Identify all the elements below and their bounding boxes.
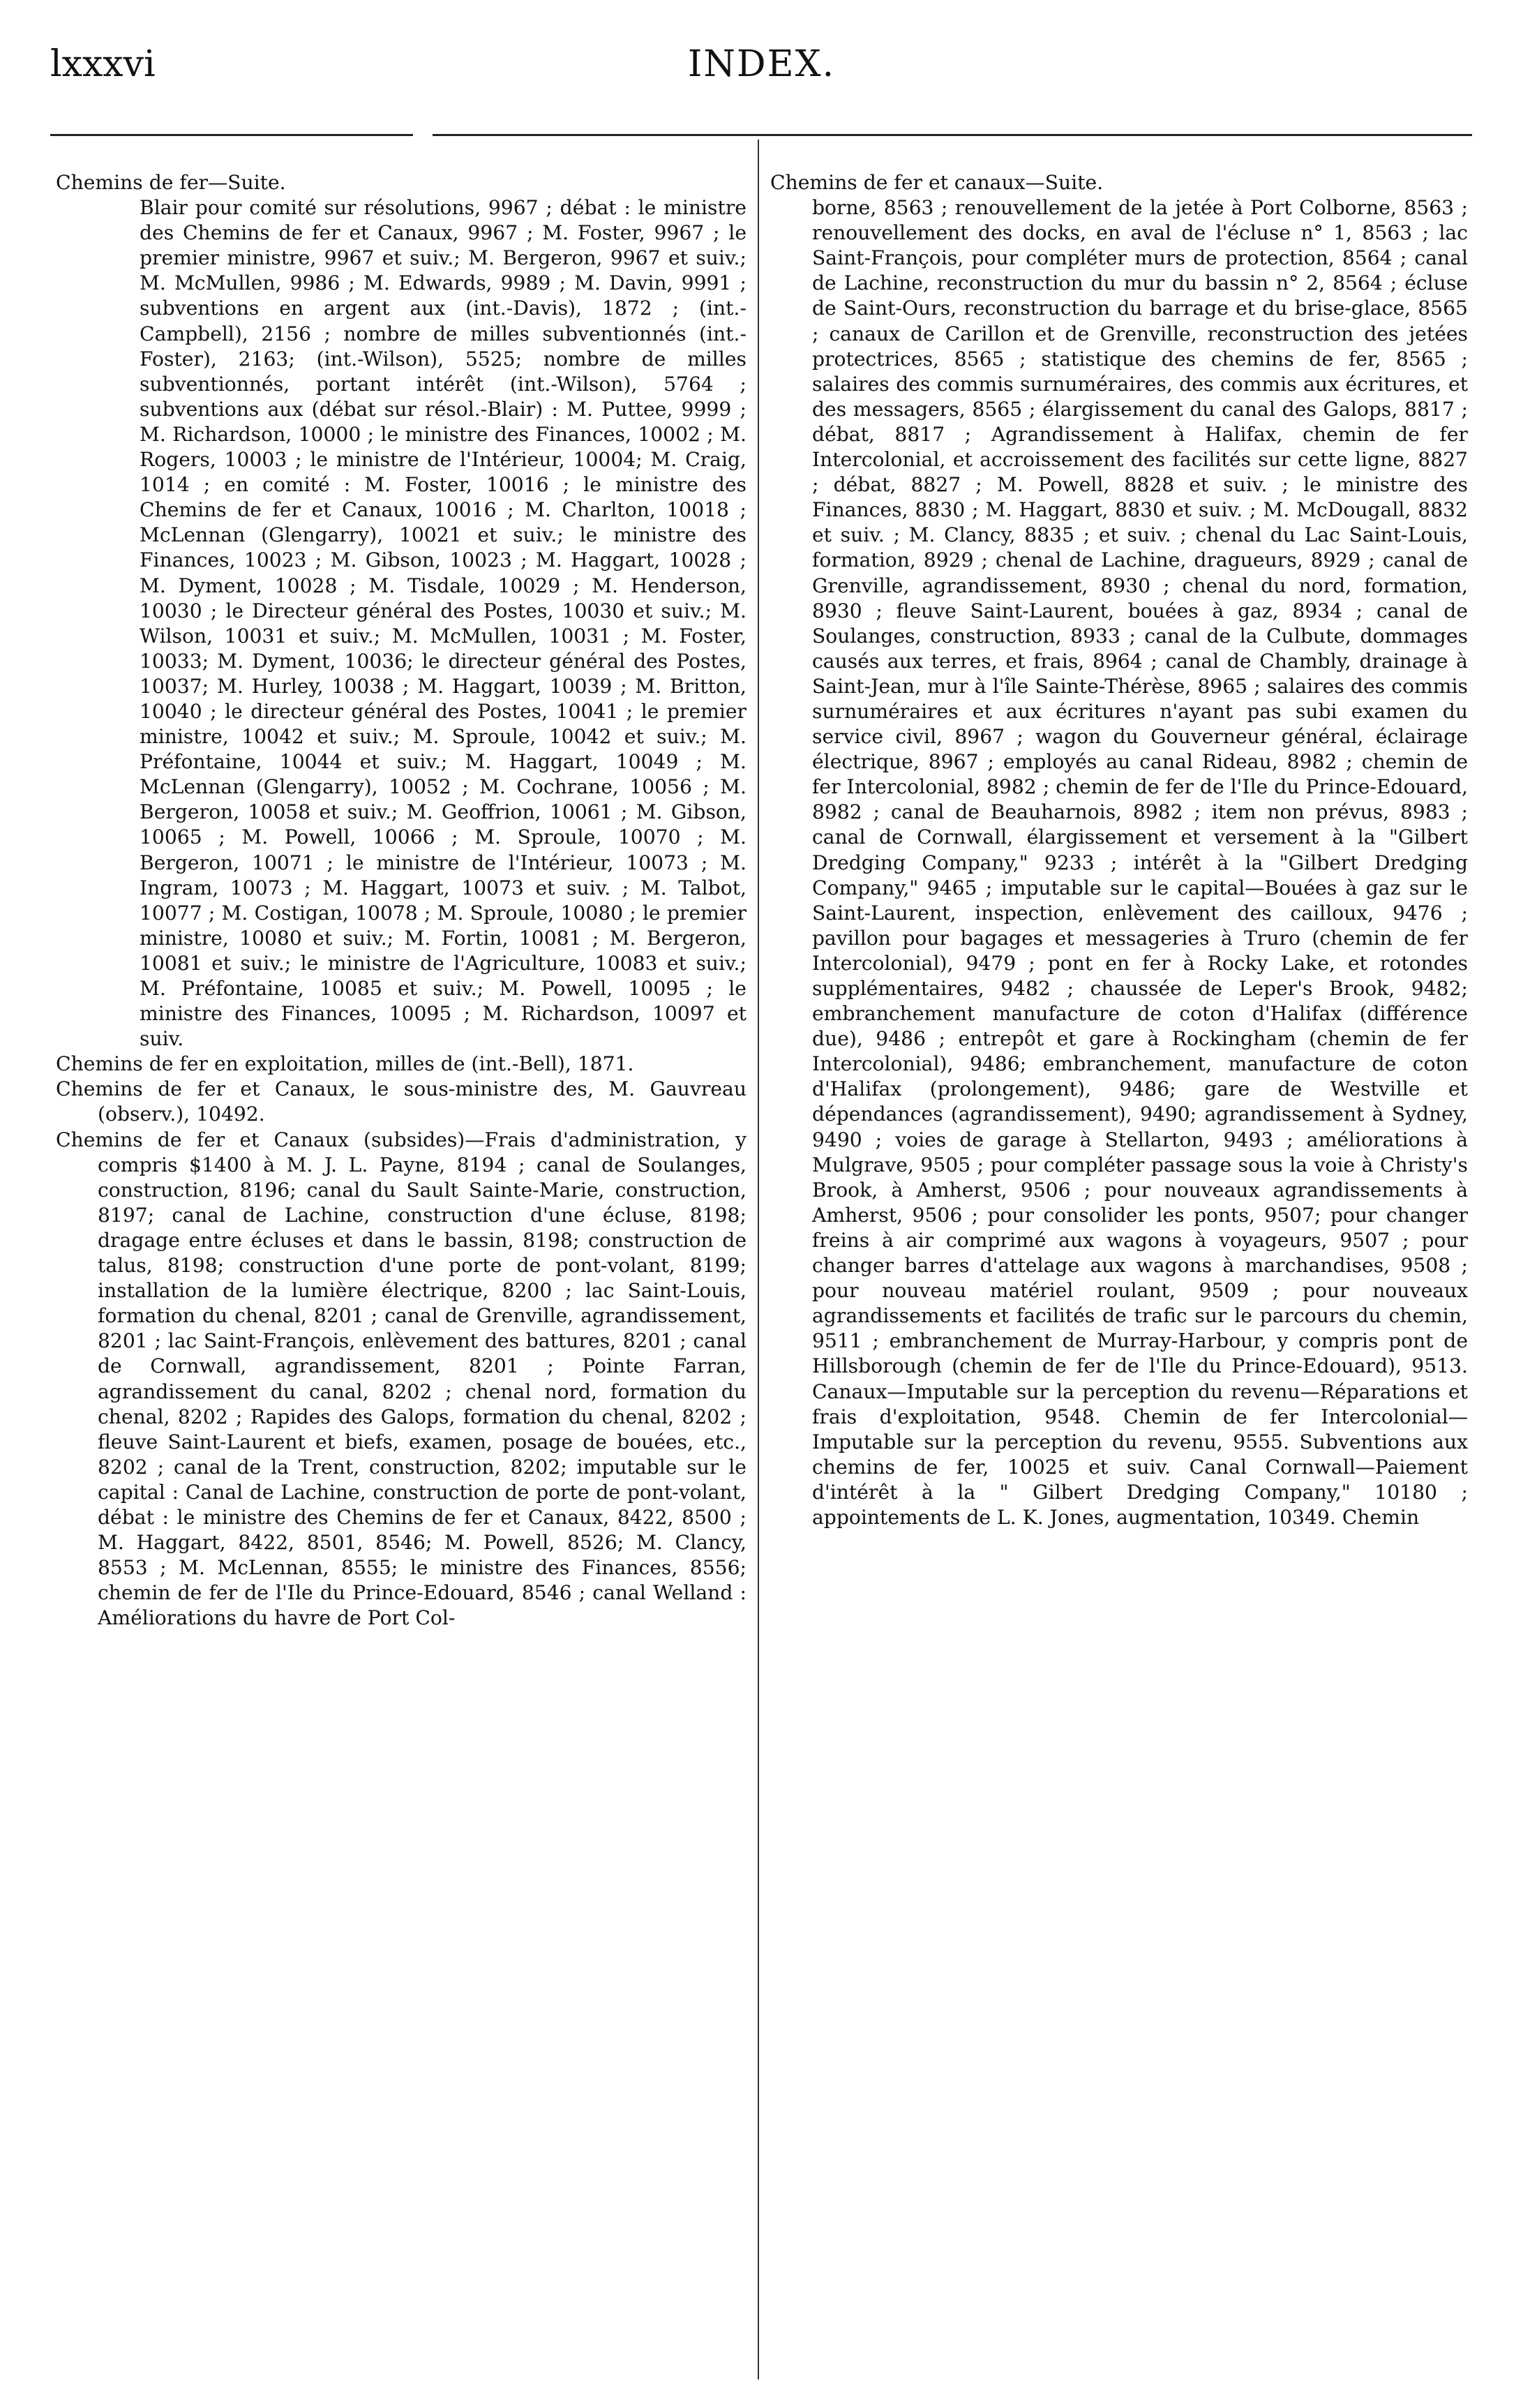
header-rule-right: [433, 134, 1472, 136]
entry-body: borne, 8563 ; renouvellement de la jetée à Port Colborne, 8563 ; renouvellement des docks, en aval de l'écluse n° 1, 8563 ; lac Saint-François, pour compléter murs de protection, 8564 ; canal de Lachine, reconstruction du mur du bassin n° 2, 8564 ; écluse de Saint-Ours, reconstruction du barrage et du brise-glace, 8565 ; canaux de Carillon et de Grenville, reconstruction des jetées protectrices, 8565 ; statistique des chemins de fer, 8565 ; salaires des commis surnuméraires, des commis aux écritures, et des messagers, 8565 ; élargissement du canal des Galops, 8817 ; débat, 8817 ; Agrandissement à Halifax, chemin de fer Intercolonial, et accroissement des facilités sur cette ligne, 8827 ; débat, 8827 ; M. Powell, 8828 et suiv. ; le ministre des Finances, 8830 ; M. Haggart, 8830 et suiv. ; M. McDougall, 8832 et suiv. ; M. Clancy, 8835 ; et suiv. ; chenal du Lac Saint-Louis, formation, 8929 ; chenal de Lachine, dragueurs, 8929 ; canal de Grenville, agrandissement, 8930 ; chenal du nord, formation, 8930 ; fleuve Saint-Laurent, bouées à gaz, 8934 ; canal de Soulanges, construction, 8933 ; canal de la Culbute, dommages causés aux terres, et frais, 8964 ; canal de Chambly, drainage à Saint-Jean, mur à l'île Sainte-Thérèse, 8965 ; salaires des commis surnuméraires et aux écritures n'ayant pas subi examen du service civil, 8967 ; wagon du Gouverneur général, éclairage électrique, 8967 ; employés au canal Rideau, 8982 ; chemin de fer Intercolonial, 8982 ; chemin de fer de l'Ile du Prince-Edouard, 8982 ; canal de Beauharnois, 8982 ; item non prévus, 8983 ; canal de Cornwall, élargissement et versement à la "Gilbert Dredging Company," 9233 ; intérêt à la "Gilbert Dredging Company," 9465 ; imputable sur le capital—Bouées à gaz sur le Saint-Laurent, inspection, enlèvement des cailloux, 9476 ; pavillon pour bagages et messageries à Truro (chemin de fer Intercolonial), 9479 ; pont en fer à Rocky Lake, et rotondes supplémentaires, 9482 ; chaussée de Leper's Brook, 9482; embranchement manufacture de coton d'Halifax (différence due), 9486 ; entrepôt et gare à Rockingham (chemin de fer Intercolonial), 9486; embranchement, manufacture de coton d'Halifax (prolongement), 9486; gare de Westville et dépendances (agrandissement), 9490; agrandissement à Sydney, 9490 ; voies de garage à Stellarton, 9493 ; améliorations à Mulgrave, 9505 ; pour compléter passage sous la voie à Christy's Brook, à Amherst, 9506 ; pour nouveaux agrandissements à Amherst, 9506 ; pour consolider les ponts, 9507; pour changer freins à air comprimé aux wagons à voyageurs, 9507 ; pour changer barres d'attelage aux wagons à marchandises, 9508 ; pour nouveau matériel roulant, 9509 ; pour nouveaux agrandissements et facilités de trafic sur le parcours du chemin, 9511 ; embranchement de Murray-Harbour, y compris pont de Hillsborough (chemin de fer de l'Ile du Prince-Edouard), 9513. Canaux—Imputable sur la perception du revenu—Réparations et frais d'exploitation, 9548. Chemin de fer Intercolonial—Imputable sur la perception du revenu, 9555. Subventions aux chemins de fer, 10025 et suiv. Canal Cornwall—Paiement d'intérêt à la " Gilbert Dredging Company," 10180 ; appointements de L. K. Jones, augmentation, 10349. Chemin: [812, 196, 1468, 1529]
header-rule-left: [50, 134, 413, 136]
index-entry: Chemins de fer en exploitation, milles de (int.-Bell), 1871.: [56, 1052, 634, 1076]
entry-heading: Chemins de fer—Suite.: [56, 171, 286, 194]
entry-heading: Chemins de fer et canaux—Suite.: [770, 171, 1104, 194]
page-title: INDEX.: [687, 43, 836, 85]
page-number: lxxxvi: [50, 43, 156, 85]
page-header: [50, 43, 1473, 106]
index-entry: Chemins de fer et Canaux, le sous-ministre des, M. Gauvreau (observ.), 10492.: [56, 1077, 747, 1126]
right-column: [770, 170, 1468, 1530]
entry-body: Blair pour comité sur résolutions, 9967 ; débat : le ministre des Chemins de fer et Canaux, 9967 ; M. Foster, 9967 ; le premier ministre, 9967 et suiv.; M. Bergeron, 9967 et suiv.; M. McMullen, 9986 ; M. Edwards, 9989 ; M. Davin, 9991 ; subventions en argent aux (int.-Davis), 1872 ; (int.-Campbell), 2156 ; nombre de milles subventionnés (int.-Foster), 2163; (int.-Wilson), 5525; nombre de milles subventionnés, portant intérêt (int.-Wilson), 5764 ; subventions aux (débat sur résol.-Blair) : M. Puttee, 9999 ; M. Richardson, 10000 ; le ministre des Finances, 10002 ; M. Rogers, 10003 ; le ministre de l'Intérieur, 10004; M. Craig, 1014 ; en comité : M. Foster, 10016 ; le ministre des Chemins de fer et Canaux, 10016 ; M. Charlton, 10018 ; McLennan (Glengarry), 10021 et suiv.; le ministre des Finances, 10023 ; M. Gibson, 10023 ; M. Haggart, 10028 ; M. Dyment, 10028 ; M. Tisdale, 10029 ; M. Henderson, 10030 ; le Directeur général des Postes, 10030 et suiv.; M. Wilson, 10031 et suiv.; M. McMullen, 10031 ; M. Foster, 10033; M. Dyment, 10036; le directeur général des Postes, 10037; M. Hurley, 10038 ; M. Haggart, 10039 ; M. Britton, 10040 ; le directeur général des Postes, 10041 ; le premier ministre, 10042 et suiv.; M. Sproule, 10042 et suiv.; M. Préfontaine, 10044 et suiv.; M. Haggart, 10049 ; M. McLennan (Glengarry), 10052 ; M. Cochrane, 10056 ; M. Bergeron, 10058 et suiv.; M. Geoffrion, 10061 ; M. Gibson, 10065 ; M. Powell, 10066 ; M. Sproule, 10070 ; M. Bergeron, 10071 ; le ministre de l'Intérieur, 10073 ; M. Ingram, 10073 ; M. Haggart, 10073 et suiv. ; M. Talbot, 10077 ; M. Costigan, 10078 ; M. Sproule, 10080 ; le premier ministre, 10080 et suiv.; M. Fortin, 10081 ; M. Bergeron, 10081 et suiv.; le ministre de l'Agriculture, 10083 et suiv.; M. Préfontaine, 10085 et suiv.; M. Powell, 10095 ; le ministre des Finances, 10095 ; M. Richardson, 10097 et suiv.: [140, 196, 747, 1051]
left-column: [56, 170, 747, 1631]
index-entry: Chemins de fer et Canaux (subsides)—Frais d'administration, y compris $1400 à M. J. L. Payne, 8194 ; canal de Soulanges, construction, 8196; canal du Sault Sainte-Marie, construction, 8197; canal de Lachine, construction d'une écluse, 8198; dragage entre écluses et dans le bassin, 8198; construction de talus, 8198; construction d'une porte de pont-volant, 8199; installation de la lumière électrique, 8200 ; lac Saint-Louis, formation du chenal, 8201 ; canal de Grenville, agrandissement, 8201 ; lac Saint-François, enlèvement des battures, 8201 ; canal de Cornwall, agrandissement, 8201 ; Pointe Farran, agrandissement du canal, 8202 ; chenal nord, formation du chenal, 8202 ; Rapides des Galops, formation du chenal, 8202 ; fleuve Saint-Laurent et biefs, examen, posage de bouées, etc., 8202 ; canal de la Trent, construction, 8202; imputable sur le capital : Canal de Lachine, construction de porte de pont-volant, débat : le ministre des Chemins de fer et Canaux, 8422, 8500 ; M. Haggart, 8422, 8501, 8546; M. Powell, 8526; M. Clancy, 8553 ; M. McLennan, 8555; le ministre des Finances, 8556; chemin de fer de l'Ile du Prince-Edouard, 8546 ; canal Welland : Améliorations du havre de Port Col-: [56, 1128, 747, 1630]
column-divider: [758, 140, 759, 2379]
